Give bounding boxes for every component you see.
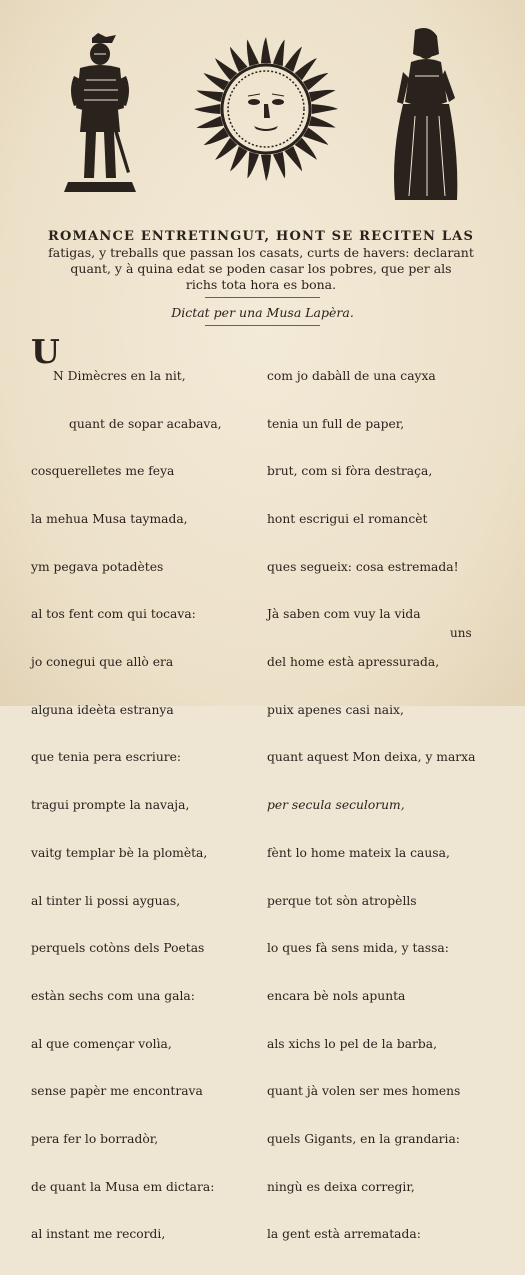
verse-line: al tos fent com qui tocava: [31,607,196,622]
sun-ray [312,104,338,114]
verse-line: la gent està arrematada: [267,1227,421,1242]
sun-ray [230,47,248,72]
knight-woodcut [60,32,140,194]
verse-line: quant aquest Mon deixa, y marxa [267,750,476,765]
verse-line: al instant me recordi, [31,1227,166,1242]
left-column [31,332,241,1275]
catchword: uns [450,626,472,640]
sun-ray [284,146,302,171]
sun-ray [273,39,285,66]
verse-line: puix apenes casi naix, [267,702,404,717]
sun-ray [247,39,259,66]
woman-woodcut [385,26,465,208]
verse-line: sense papèr me encontrava [31,1084,203,1099]
divider-top [205,297,320,298]
verse-line: del home està apressurada, [267,655,440,670]
verse-line: als xichs lo pel de la barba, [267,1036,438,1051]
verse-line: ym pegava potadètes [31,559,164,574]
sun-ray [309,116,336,128]
verse-line: com jo dabàll de una cayxa [267,368,436,383]
verse-line: hont escrigui el romancèt [267,511,428,526]
verse-line: tenia un full de paper, [267,416,405,431]
verse-line: al tinter li possi ayguas, [31,893,181,908]
verse-line: quels Gigants, en la grandaria: [267,1132,460,1147]
sun-ray [309,90,336,102]
verse-line: per secula seculorum, [267,798,405,813]
verse-line: ningù es deixa corregir, [267,1179,415,1194]
verse-line: N Dimècres en la nit, [53,368,186,383]
sun-ray [261,37,271,63]
verse-line: alguna ideèta estranya [31,702,174,717]
title-line-1: ROMANCE ENTRETINGUT, HONT SE RECITEN LAS [47,229,475,244]
verse-line: encara bè nols apunta [267,988,406,1003]
sun-ray [273,152,285,179]
title-line-2: fatigas, y treballs que passan los casats, curts de havers: declarant [48,245,474,260]
verse-line: Jà saben com vuy la vida [267,607,421,622]
title-line-3: quant, y à quina edat se poden casar los pobres, que per als [70,261,452,276]
verse-line: vaitg templar bè la plomèta, [31,845,208,860]
verse-line: jo conegui que allò era [31,655,174,670]
verse-line: al que començar volìa, [31,1036,172,1051]
title-block [26,229,496,293]
divider-bottom [205,325,320,326]
dedication: Dictat per una Musa Lapèra. [171,305,354,320]
verse-line: la mehua Musa taymada, [31,511,188,526]
sun-ray [247,152,259,179]
right-column [267,337,497,1275]
verse-line: perque tot sòn atropèlls [267,893,417,908]
sun-ray [194,104,220,114]
verse-line: fènt lo home mateix la causa, [267,845,450,860]
drop-cap: U [31,332,60,371]
verse-line: lo ques fà sens mida, y tassa: [267,941,449,956]
verse-line: quant de sopar acabava, [69,416,222,431]
sun-ray [230,146,248,171]
sun-woodcut [190,34,342,184]
verse-line: que tenia pera escriure: [31,750,182,765]
sun-ray [303,73,328,91]
verse-line: cosquerelletes me feya [31,464,175,479]
sun-ray [196,116,223,128]
sun-ray [204,127,229,145]
verse-line: perquels cotòns dels Poetas [31,941,205,956]
verse-line: ques segueix: cosa estremada! [267,559,459,574]
sun-ray [284,47,302,72]
verse-line: tragui prompte la navaja, [31,798,190,813]
verse-line: brut, com si fòra destraça, [267,464,433,479]
verse-line: de quant la Musa em dictara: [31,1179,215,1194]
sun-ray [261,155,271,181]
sun-ray [204,73,229,91]
verse-line: quant jà volen ser mes homens [267,1084,461,1099]
title-line-4: richs tota hora es bona. [185,277,337,292]
sun-ray [303,127,328,145]
verse-line: estàn sechs com una gala: [31,988,195,1003]
verse-line: pera fer lo borradòr, [31,1132,159,1147]
sun-ray [196,90,223,102]
